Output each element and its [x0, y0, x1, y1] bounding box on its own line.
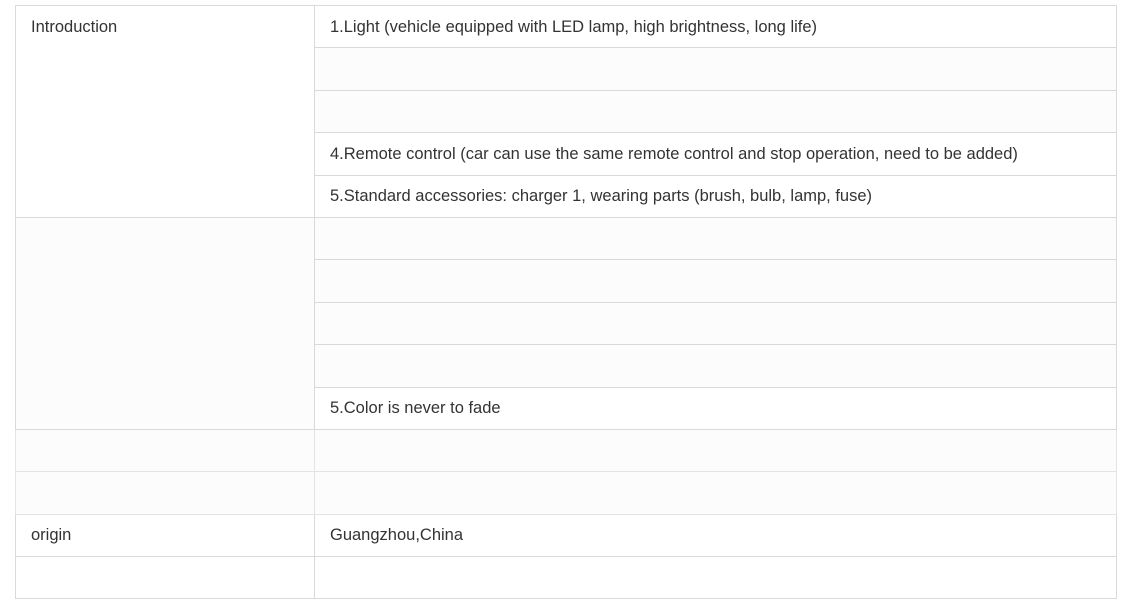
table-row — [16, 557, 1117, 599]
blank-row-2-label — [16, 472, 315, 514]
table-row — [16, 217, 1117, 259]
features-item-2 — [315, 260, 1117, 302]
last-row-label — [16, 557, 315, 599]
features-item-4 — [315, 345, 1117, 387]
features-item-5: 5.Color is never to fade — [315, 387, 1117, 429]
blank-row-2-value — [315, 472, 1117, 514]
features-item-3 — [315, 302, 1117, 344]
introduction-item-4: 4.Remote control (car can use the same remote control and stop operation, need to be added) — [315, 133, 1117, 175]
introduction-item-2 — [315, 48, 1117, 90]
origin-label: origin — [16, 514, 315, 556]
table-row — [16, 429, 1117, 471]
features-label — [16, 217, 315, 429]
table-row — [16, 472, 1117, 514]
introduction-item-3 — [315, 90, 1117, 132]
blank-row-1-label — [16, 429, 315, 471]
blank-row-1-value — [315, 429, 1117, 471]
introduction-label: Introduction — [16, 6, 315, 218]
product-spec-table — [15, 5, 1117, 599]
last-row-value — [315, 557, 1117, 599]
table-row — [16, 6, 1117, 48]
origin-value: Guangzhou,China — [315, 514, 1117, 556]
introduction-item-5: 5.Standard accessories: charger 1, wearing parts (brush, bulb, lamp, fuse) — [315, 175, 1117, 217]
introduction-item-1: 1.Light (vehicle equipped with LED lamp, high brightness, long life) — [315, 6, 1117, 48]
table-row — [16, 514, 1117, 556]
features-item-1 — [315, 217, 1117, 259]
